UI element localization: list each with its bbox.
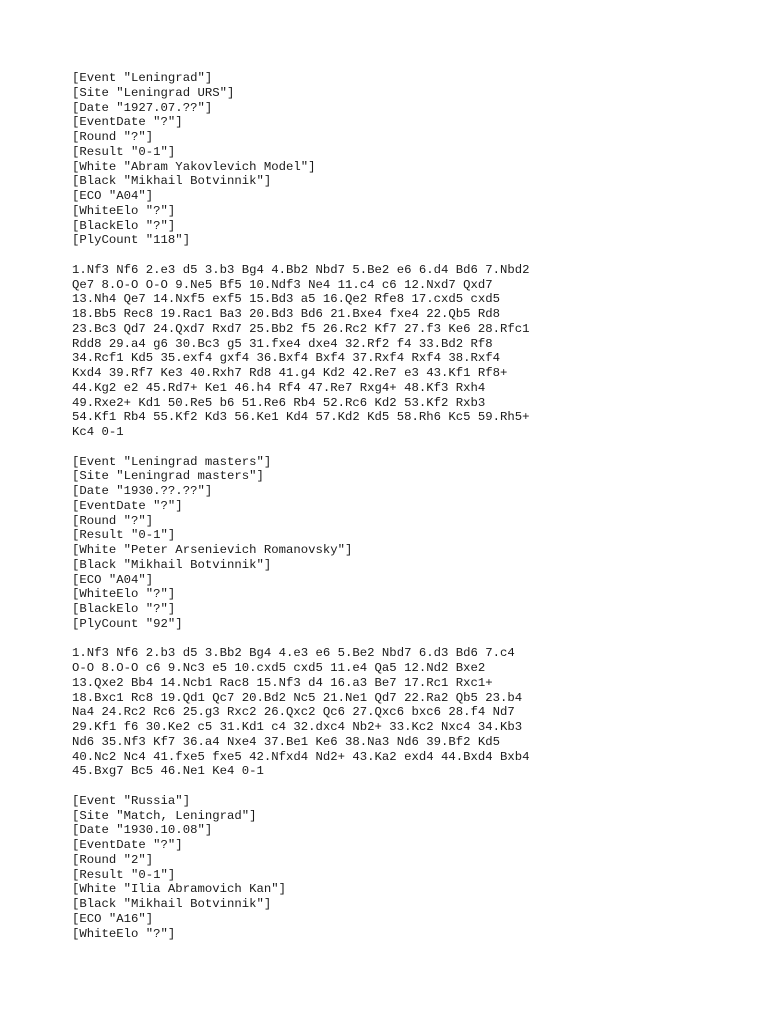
tag-white-elo: [WhiteElo "?"] xyxy=(72,203,176,218)
tag-black-elo: [BlackElo "?"] xyxy=(72,602,176,616)
move-line: 40.Nc2 Nc4 41.fxe5 fxe5 42.Nfxd4 Nd2+ 43.Ka2 exd4 44.Bxd4 Bxb4 xyxy=(72,749,530,764)
move-line: 1.Nf3 Nf6 2.e3 d5 3.b3 Bg4 4.Bb2 Nbd7 5.Be2 e6 6.d4 Bd6 7.Nbd2 xyxy=(72,262,530,277)
move-line: Qe7 8.O-O O-O 9.Ne5 Bf5 10.Ndf3 Ne4 11.c4 c6 12.Nxd7 Qxd7 xyxy=(72,277,493,292)
tag-white: [White "Abram Yakovlevich Model"] xyxy=(72,159,316,174)
game-block-1 xyxy=(72,71,752,440)
tag-white: [White "Peter Arsenievich Romanovsky"] xyxy=(72,543,353,557)
game-block-3 xyxy=(72,794,752,942)
move-line: Kc4 0-1 xyxy=(72,425,124,439)
game-header-tags xyxy=(72,794,752,942)
tag-event: [Event "Russia"] xyxy=(72,793,191,808)
tag-black: [Black "Mikhail Botvinnik"] xyxy=(72,897,272,911)
tag-site: [Site "Match, Leningrad"] xyxy=(72,808,257,823)
tag-site: [Site "Leningrad masters"] xyxy=(72,469,264,484)
move-line: 23.Bc3 Qd7 24.Qxd7 Rxd7 25.Bb2 f5 26.Rc2 Kf7 27.f3 Ke6 28.Rfc1 xyxy=(72,321,530,336)
tag-ply-count: [PlyCount "92"] xyxy=(72,616,183,631)
move-line: 45.Bxg7 Bc5 46.Ne1 Ke4 0-1 xyxy=(72,764,264,779)
move-line: 13.Qxe2 Bb4 14.Ncb1 Rac8 15.Nf3 d4 16.a3 Be7 17.Rc1 Rxc1+ xyxy=(72,675,493,690)
tag-date: [Date "1927.07.??"] xyxy=(72,100,213,115)
tag-black: [Black "Mikhail Botvinnik"] xyxy=(72,557,272,572)
move-line: 13.Nh4 Qe7 14.Nxf5 exf5 15.Bd3 a5 16.Qe2 Rfe8 17.cxd5 cxd5 xyxy=(72,292,501,307)
game-header-tags xyxy=(72,455,752,632)
tag-date: [Date "1930.10.08"] xyxy=(72,823,213,838)
game-header-tags xyxy=(72,71,752,248)
tag-black: [Black "Mikhail Botvinnik"] xyxy=(72,174,272,189)
move-line: Nd6 35.Nf3 Kf7 36.a4 Nxe4 37.Be1 Ke6 38.Na3 Nd6 39.Bf2 Kd5 xyxy=(72,734,501,749)
move-line: Rdd8 29.a4 g6 30.Bc3 g5 31.fxe4 dxe4 32.Rf2 f4 33.Bd2 Rf8 xyxy=(72,336,493,351)
tag-result: [Result "0-1"] xyxy=(72,867,176,882)
game-movetext xyxy=(72,646,752,779)
tag-round: [Round "?"] xyxy=(72,130,154,144)
tag-white-elo: [WhiteElo "?"] xyxy=(72,926,176,941)
tag-event-date: [EventDate "?"] xyxy=(72,498,183,513)
tag-result: [Result "0-1"] xyxy=(72,144,176,159)
pgn-document xyxy=(72,71,752,941)
tag-white-elo: [WhiteElo "?"] xyxy=(72,587,176,602)
move-line: 49.Rxe2+ Kd1 50.Re5 b6 51.Re6 Rb4 52.Rc6 Kd2 53.Kf2 Rxb3 xyxy=(72,395,486,410)
tag-event: [Event "Leningrad"] xyxy=(72,71,213,85)
tag-white: [White "Ilia Abramovich Kan"] xyxy=(72,882,287,897)
game-movetext xyxy=(72,263,752,440)
move-line: 18.Bxc1 Rc8 19.Qd1 Qc7 20.Bd2 Nc5 21.Ne1 Qd7 22.Ra2 Qb5 23.b4 xyxy=(72,690,523,705)
move-line: 18.Bb5 Rec8 19.Rac1 Ba3 20.Bd3 Bd6 21.Bxe4 fxe4 22.Qb5 Rd8 xyxy=(72,307,501,321)
tag-ply-count: [PlyCount "118"] xyxy=(72,233,191,248)
tag-event-date: [EventDate "?"] xyxy=(72,838,183,852)
tag-eco: [ECO "A16"] xyxy=(72,911,154,926)
move-line: Kxd4 39.Rf7 Ke3 40.Rxh7 Rd8 41.g4 Kd2 42.Re7 e3 43.Kf1 Rf8+ xyxy=(72,366,508,380)
tag-round: [Round "?"] xyxy=(72,513,154,528)
move-line: 54.Kf1 Rb4 55.Kf2 Kd3 56.Ke1 Kd4 57.Kd2 Kd5 58.Rh6 Kc5 59.Rh5+ xyxy=(72,410,530,425)
move-line: Na4 24.Rc2 Rc6 25.g3 Rxc2 26.Qxc2 Qc6 27.Qxc6 bxc6 28.f4 Nd7 xyxy=(72,705,515,720)
tag-site: [Site "Leningrad URS"] xyxy=(72,85,235,100)
move-line: O-O 8.O-O c6 9.Nc3 e5 10.cxd5 cxd5 11.e4 Qa5 12.Nd2 Bxe2 xyxy=(72,661,486,675)
move-line: 1.Nf3 Nf6 2.b3 d5 3.Bb2 Bg4 4.e3 e6 5.Be2 Nbd7 6.d3 Bd6 7.c4 xyxy=(72,646,515,661)
tag-date: [Date "1930.??.??"] xyxy=(72,484,213,498)
move-line: 34.Rcf1 Kd5 35.exf4 gxf4 36.Bxf4 Bxf4 37.Rxf4 Rxf4 38.Rxf4 xyxy=(72,351,501,366)
tag-result: [Result "0-1"] xyxy=(72,528,176,543)
move-line: 44.Kg2 e2 45.Rd7+ Ke1 46.h4 Rf4 47.Re7 Rxg4+ 48.Kf3 Rxh4 xyxy=(72,380,486,395)
tag-eco: [ECO "A04"] xyxy=(72,189,154,203)
game-block-2 xyxy=(72,455,752,780)
tag-eco: [ECO "A04"] xyxy=(72,572,154,587)
tag-event: [Event "Leningrad masters"] xyxy=(72,454,272,469)
tag-black-elo: [BlackElo "?"] xyxy=(72,218,176,233)
tag-round: [Round "2"] xyxy=(72,852,154,867)
tag-event-date: [EventDate "?"] xyxy=(72,115,183,130)
move-line: 29.Kf1 f6 30.Ke2 c5 31.Kd1 c4 32.dxc4 Nb2+ 33.Kc2 Nxc4 34.Kb3 xyxy=(72,720,523,734)
